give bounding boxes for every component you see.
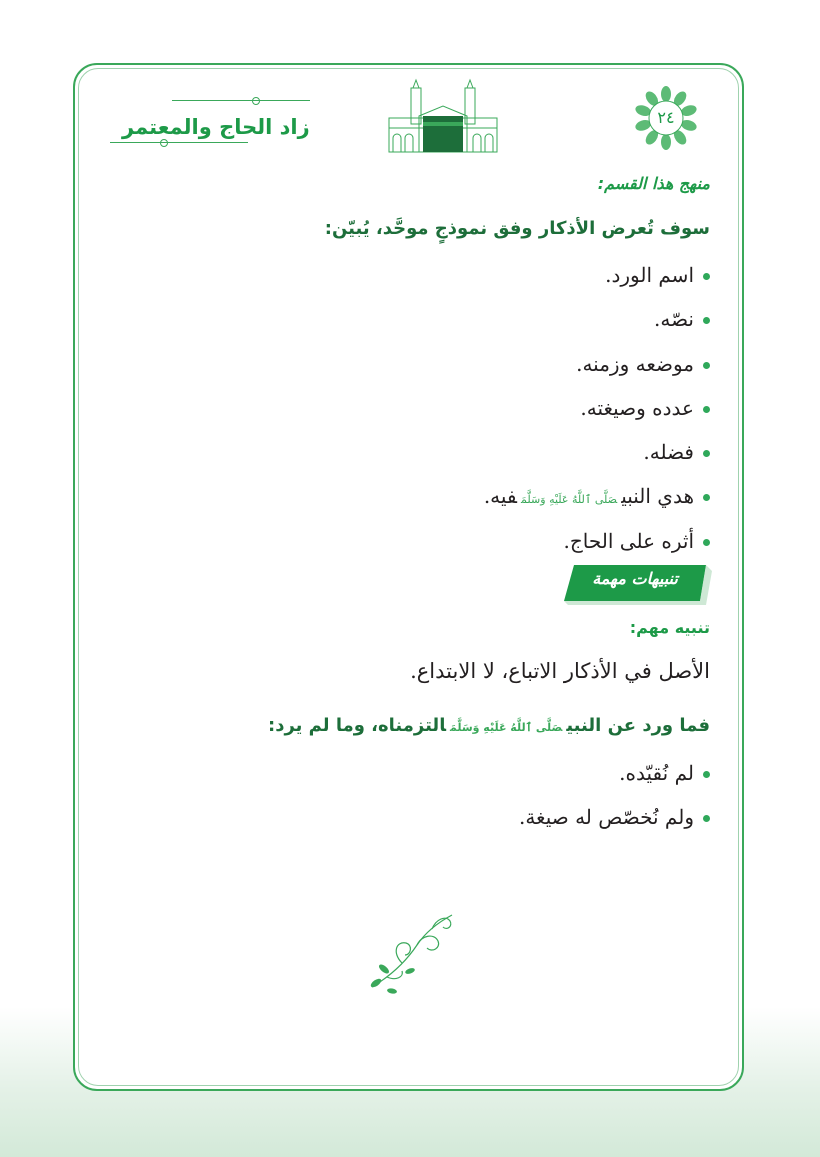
title-top-line (172, 100, 310, 101)
kaaba-illustration (383, 76, 503, 156)
title-top-ornament (252, 97, 260, 105)
bullet-icon (703, 362, 710, 369)
note-list (519, 751, 710, 840)
section-heading: منهج هذا القسم: (597, 174, 710, 193)
bullet-icon (703, 494, 710, 501)
title-bottom-ornament (160, 139, 168, 147)
list-item: أثره على الحاج. (484, 519, 710, 563)
list-item: موضعه وزمنه. (484, 342, 710, 386)
note-question: فما ورد عن النبيصَلَّى ٱللَّهُ عَلَيْهِ وَسَلَّمَالتزمناه، وما لم يرد: (268, 715, 710, 736)
title-bottom-line (110, 142, 248, 143)
salutation: صَلَّى ٱللَّهُ عَلَيْهِ وَسَلَّمَ (449, 721, 563, 734)
notes-banner: تنبيهات مهمة (592, 569, 678, 588)
section-intro: سوف تُعرض الأذكار وفق نموذجٍ موحَّد، يُبيّن: (324, 218, 710, 239)
bullet-icon (703, 450, 710, 457)
note-body: الأصل في الأذكار الاتباع، لا الابتداع. (410, 659, 710, 683)
salutation: صَلَّى ٱللَّهُ عَلَيْهِ وَسَلَّمَ (521, 493, 618, 507)
page-number: ٢٤ (657, 108, 675, 127)
book-title: زاد الحاج والمعتمر (122, 115, 310, 139)
bullet-icon (703, 317, 710, 324)
list-item: فضله. (484, 430, 710, 474)
method-list (484, 253, 710, 563)
floral-ornament-icon (362, 905, 462, 997)
list-item: لم نُقيّده. (519, 751, 710, 795)
bullet-icon (703, 815, 710, 822)
bullet-icon (703, 539, 710, 546)
list-item: عدده وصيغته. (484, 386, 710, 430)
bullet-icon (703, 771, 710, 778)
note-heading: تنبيه مهم: (629, 618, 710, 637)
list-item: ولم نُخصّص له صيغة. (519, 795, 710, 839)
list-item: نصّه. (484, 297, 710, 341)
list-item: هدي النبيصَلَّى ٱللَّهُ عَلَيْهِ وَسَلَّمَفيه. (484, 474, 710, 518)
bullet-icon (703, 273, 710, 280)
list-item: اسم الورد. (484, 253, 710, 297)
bullet-icon (703, 406, 710, 413)
